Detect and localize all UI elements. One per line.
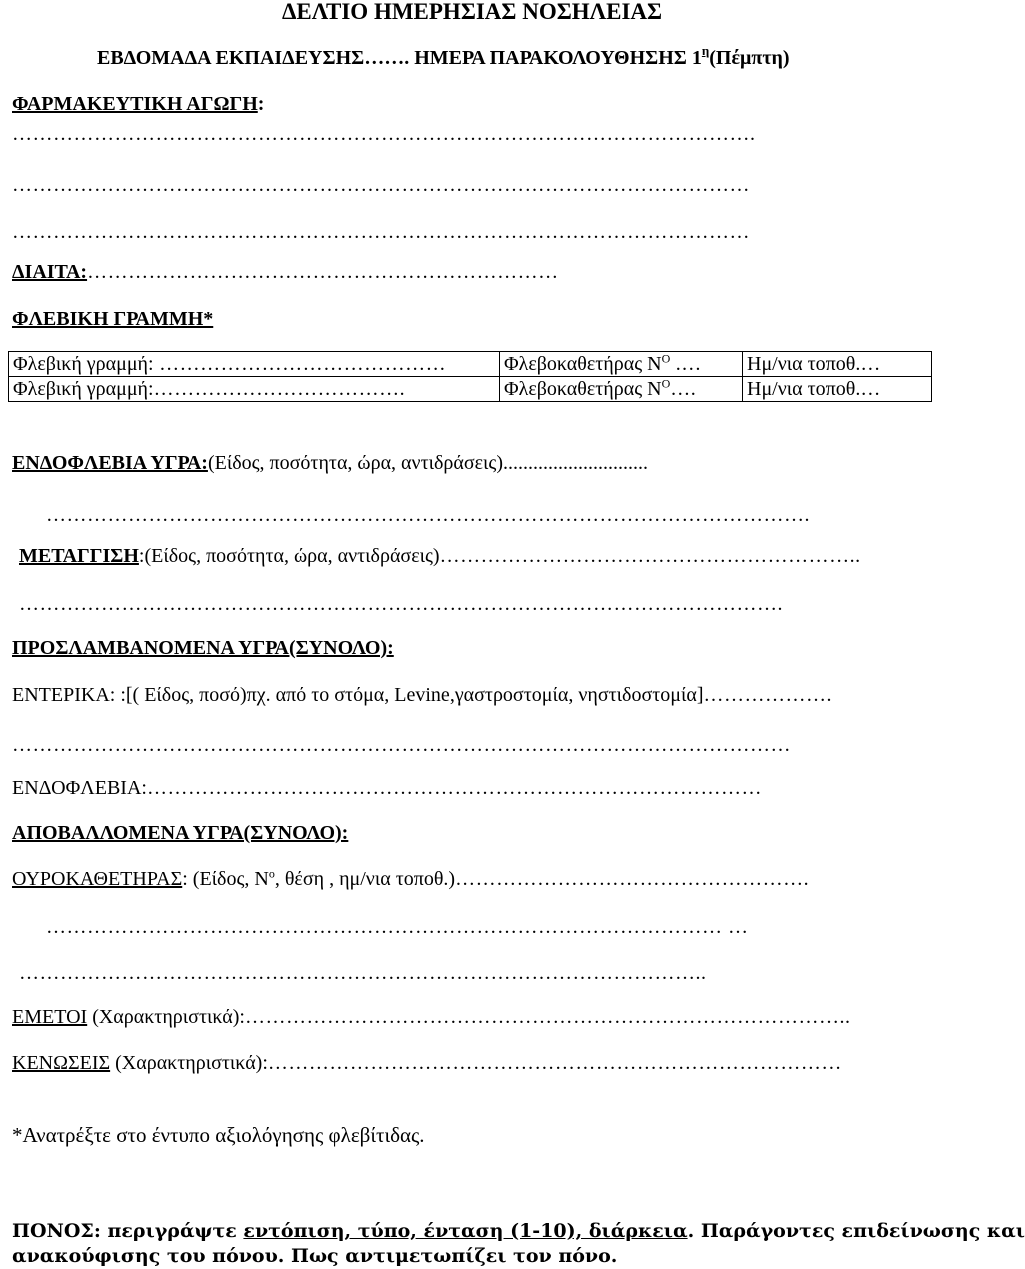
catheter-dots[interactable]: ……………………………………………. bbox=[455, 868, 810, 890]
vomit-row bbox=[12, 1007, 850, 1027]
day-number: 1 bbox=[691, 47, 702, 69]
transfusion-line-2[interactable]: …………………………………………………………………………………………………. bbox=[19, 593, 783, 615]
venous-line-row bbox=[9, 352, 932, 377]
day-label: ΗΜΕΡΑ ΠΑΡΑΚΟΛΟΥΘΗΣΗΣ bbox=[414, 47, 687, 69]
pharma-line-1[interactable]: ………………………………………………………………………………………………. bbox=[12, 123, 756, 145]
pain-rest: . Παράγοντες επιδείνωσης και bbox=[687, 1220, 1025, 1242]
diet-dots[interactable]: …………………………………………………………… bbox=[87, 261, 559, 283]
pain-line-2: ανακούφισης του πόνου. Πως αντιμετωπίζει τον πόνο. bbox=[12, 1245, 618, 1267]
catheter-cell[interactable] bbox=[500, 377, 743, 402]
diet-label: ΔΙΑΙΤΑ: bbox=[12, 261, 88, 283]
transfusion-label: ΜΕΤΑΓΓΙΣΗ bbox=[19, 545, 139, 567]
pharma-line-2[interactable]: ……………………………………………………………………………………………… bbox=[12, 174, 750, 196]
transfusion-desc: :(Είδος, ποσότητα, ώρα, αντιδράσεις) bbox=[138, 545, 440, 567]
iv-fluids-desc: (Είδος, ποσότητα, ώρα, αντιδράσεις) bbox=[207, 452, 504, 474]
venous-line-cell[interactable] bbox=[9, 352, 500, 377]
insertion-date-cell[interactable] bbox=[743, 352, 932, 377]
venous-line-label: Φλεβική γραμμή: bbox=[13, 352, 154, 375]
insertion-date-label: Ημ/νια τοποθ bbox=[747, 352, 856, 375]
catheter-row bbox=[12, 866, 810, 890]
venous-line-dots[interactable]: …………………………………… bbox=[153, 352, 447, 375]
venous-line-cell[interactable] bbox=[9, 377, 500, 402]
catheter-desc: : (Είδος, Ν bbox=[182, 868, 269, 890]
iv-fluids-row bbox=[12, 453, 648, 473]
vomit-desc: (Χαρακτηριστικά): bbox=[87, 1006, 245, 1028]
pain-lead: ΠΟΝΟΣ: περιγράψτε bbox=[12, 1220, 244, 1242]
transfusion-dots[interactable]: …………………………………………………….. bbox=[439, 545, 861, 567]
intake-iv-dots[interactable]: ……………………………………………………………………………… bbox=[146, 777, 762, 799]
intake-heading: ΠΡΟΣΛΑΜΒΑΝΟΜΕΝΑ ΥΓΡΑ(ΣΥΝΟΛΟ): bbox=[12, 637, 394, 659]
vomit-dots[interactable]: …………………………………………………………………………….. bbox=[244, 1006, 851, 1028]
pharma-heading bbox=[12, 94, 264, 114]
catheter-sup: Ο bbox=[661, 375, 671, 390]
enteral-line-2[interactable]: …………………………………………………………………………………………………… bbox=[12, 734, 791, 756]
catheter-line-3[interactable]: ……………………………………………………………………………………….. bbox=[19, 962, 707, 984]
catheter-cell[interactable] bbox=[500, 352, 743, 377]
page-title: ΔΕΛΤΙΟ ΗΜΕΡΗΣΙΑΣ ΝΟΣΗΛΕΙΑΣ bbox=[282, 0, 663, 24]
day-name: (Πέμπτη) bbox=[709, 47, 790, 69]
pain-line-1 bbox=[12, 1222, 1025, 1241]
venous-line-table bbox=[8, 351, 932, 402]
stool-desc: (Χαρακτηριστικά): bbox=[110, 1052, 268, 1074]
catheter-dots[interactable]: …. bbox=[670, 377, 697, 400]
insertion-date-dots[interactable]: .… bbox=[855, 352, 881, 375]
insertion-date-dots[interactable]: .… bbox=[855, 377, 881, 400]
intake-iv-row bbox=[12, 778, 762, 798]
enteral-row bbox=[12, 685, 832, 705]
catheter-sup: Ο bbox=[661, 350, 671, 365]
stool-label: ΚΕΝΩΣΕΙΣ bbox=[12, 1052, 111, 1074]
pharma-colon: : bbox=[257, 93, 265, 115]
day-suffix: η bbox=[701, 43, 710, 58]
pharma-label: ΦΑΡΜΑΚΕΥΤΙΚΗ ΑΓΩΓΗ bbox=[12, 93, 258, 115]
iv-fluids-line-2[interactable]: …………………………………………………………………………………………………. bbox=[46, 504, 810, 526]
week-dots: ……. bbox=[364, 47, 410, 69]
output-heading: ΑΠΟΒΑΛΛΟΜΕΝΑ ΥΓΡΑ(ΣΥΝΟΛΟ): bbox=[12, 822, 349, 844]
stool-row bbox=[12, 1053, 842, 1073]
iv-fluids-label: ΕΝΔΟΦΛΕΒΙΑ ΥΓΡΑ: bbox=[12, 452, 208, 474]
enteral-label: ΕΝΤΕΡΙΚΑ: :[( Είδος, ποσό)πχ. από το στόμα, Levine,γαστροστομία, νηστιδοστομία] bbox=[12, 684, 704, 706]
catheter-label: ΟΥΡΟΚΑΘΕΤΗΡΑΣ bbox=[12, 868, 183, 890]
diet-row bbox=[12, 262, 559, 282]
catheter-sup: ο bbox=[268, 866, 275, 881]
venous-line-label: Φλεβική γραμμή: bbox=[13, 377, 154, 400]
catheter-label: Φλεβοκαθετήρας Ν bbox=[504, 377, 662, 400]
subtitle bbox=[97, 43, 790, 69]
enteral-dots[interactable]: ………………. bbox=[703, 684, 833, 706]
week-label: ΕΒΔΟΜΑΔΑ ΕΚΠΑΙΔΕΥΣΗΣ bbox=[97, 47, 365, 69]
insertion-date-cell[interactable] bbox=[743, 377, 932, 402]
stool-dots[interactable]: ………………………………………………………………………… bbox=[267, 1052, 842, 1074]
iv-fluids-dots[interactable]: ............................. bbox=[503, 452, 649, 474]
catheter-label: Φλεβοκαθετήρας Ν bbox=[504, 352, 662, 375]
transfusion-row bbox=[19, 546, 861, 566]
venous-line-dots[interactable]: ………………………………. bbox=[153, 377, 406, 400]
vomit-label: ΕΜΕΤΟΙ bbox=[12, 1006, 88, 1028]
venous-line-row bbox=[9, 377, 932, 402]
catheter-dots[interactable]: .… bbox=[670, 352, 702, 375]
catheter-desc-2: , θέση , ημ/νια τοποθ.) bbox=[274, 868, 456, 890]
intake-iv-label: ΕΝΔΟΦΛΕΒΙΑ: bbox=[12, 777, 147, 799]
insertion-date-label: Ημ/νια τοποθ bbox=[747, 377, 856, 400]
catheter-line-2[interactable]: ……………………………………………………………………………………… … bbox=[46, 916, 749, 938]
footnote: *Ανατρέξτε στο έντυπο αξιολόγησης φλεβίτιδας. bbox=[12, 1123, 425, 1147]
pharma-line-3[interactable]: ……………………………………………………………………………………………… bbox=[12, 221, 750, 243]
venous-line-heading: ΦΛΕΒΙΚΗ ΓΡΑΜΜΗ* bbox=[12, 308, 214, 330]
pain-underlined: εντόπιση, τύπο, ένταση (1-10), διάρκεια bbox=[243, 1220, 688, 1242]
